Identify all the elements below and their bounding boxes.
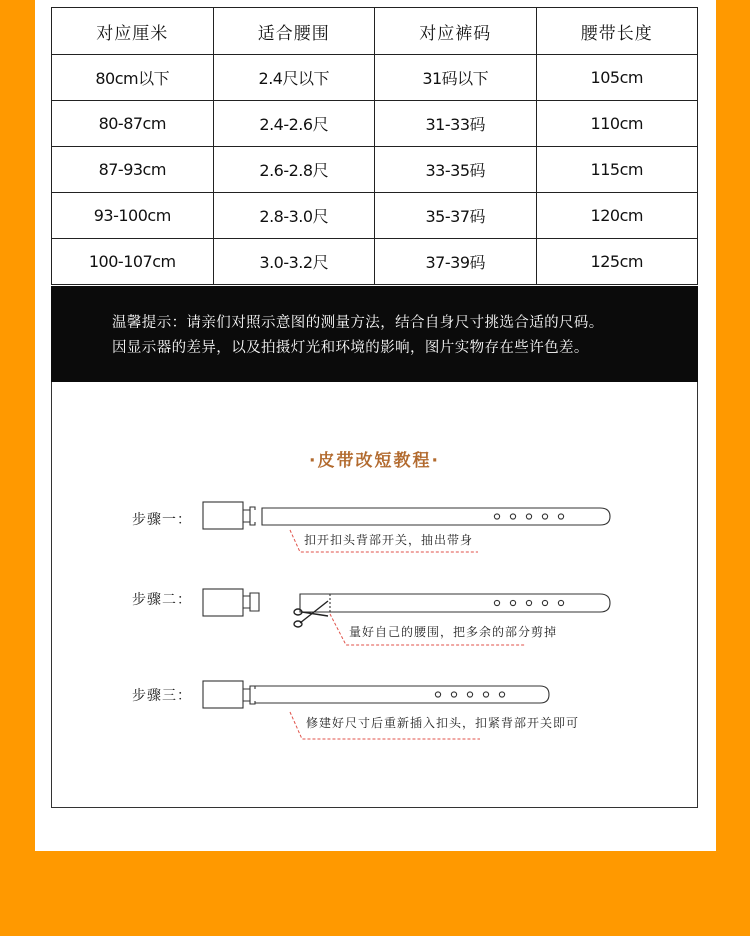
cell-belt-length: 120cm [536, 193, 698, 239]
cell-waist: 2.6-2.8尺 [213, 147, 375, 193]
header-pants-size: 对应裤码 [375, 8, 537, 55]
cell-belt-length: 115cm [536, 147, 698, 193]
step-2-note: 量好自己的腰围，把多余的部分剪掉 [349, 625, 558, 639]
cell-pants-size: 37-39码 [375, 239, 537, 285]
cell-waist: 2.4尺以下 [213, 55, 375, 101]
header-waist: 适合腰围 [213, 8, 375, 55]
cell-pants-size: 33-35码 [375, 147, 537, 193]
cell-belt-length: 125cm [536, 239, 698, 285]
cell-waist: 2.4-2.6尺 [213, 101, 375, 147]
header-belt-length: 腰带长度 [536, 8, 698, 55]
cell-belt-length: 110cm [536, 101, 698, 147]
step-3-note: 修建好尺寸后重新插入扣头，扣紧背部开关即可 [306, 716, 580, 730]
cell-cm: 93-100cm [52, 193, 214, 239]
step-3-label: 步骤三： [132, 688, 192, 704]
scissors-icon [294, 601, 328, 627]
cell-cm: 100-107cm [52, 239, 214, 285]
step-2-label: 步骤二： [132, 592, 192, 608]
cell-cm: 80-87cm [52, 101, 214, 147]
buckle-icon [203, 681, 243, 708]
header-cm: 对应厘米 [52, 8, 214, 55]
cell-waist: 3.0-3.2尺 [213, 239, 375, 285]
belt-strap [262, 508, 610, 525]
buckle-icon [203, 589, 243, 616]
cell-cm: 80cm以下 [52, 55, 214, 101]
cell-cm: 87-93cm [52, 147, 214, 193]
guide-lines [290, 530, 526, 739]
step-1-belt [203, 502, 610, 529]
tutorial-title: ·皮带改短教程· [309, 451, 440, 471]
cell-belt-length: 105cm [536, 55, 698, 101]
tip-line-1: 温馨提示：请亲们对照示意图的测量方法，结合自身尺寸挑选合适的尺码。 [112, 315, 604, 331]
tip-line-2: 因显示器的差异，以及拍摄灯光和环境的影响，图片实物存在些许色差。 [112, 340, 589, 356]
cell-pants-size: 31-33码 [375, 101, 537, 147]
step-2-belt [203, 589, 610, 616]
cell-pants-size: 31码以下 [375, 55, 537, 101]
cell-waist: 2.8-3.0尺 [213, 193, 375, 239]
cell-pants-size: 35-37码 [375, 193, 537, 239]
step-3-belt [203, 681, 549, 708]
buckle-icon [203, 502, 243, 529]
step-1-note: 扣开扣头背部开关，抽出带身 [304, 533, 474, 547]
step-1-label: 步骤一： [132, 512, 192, 528]
